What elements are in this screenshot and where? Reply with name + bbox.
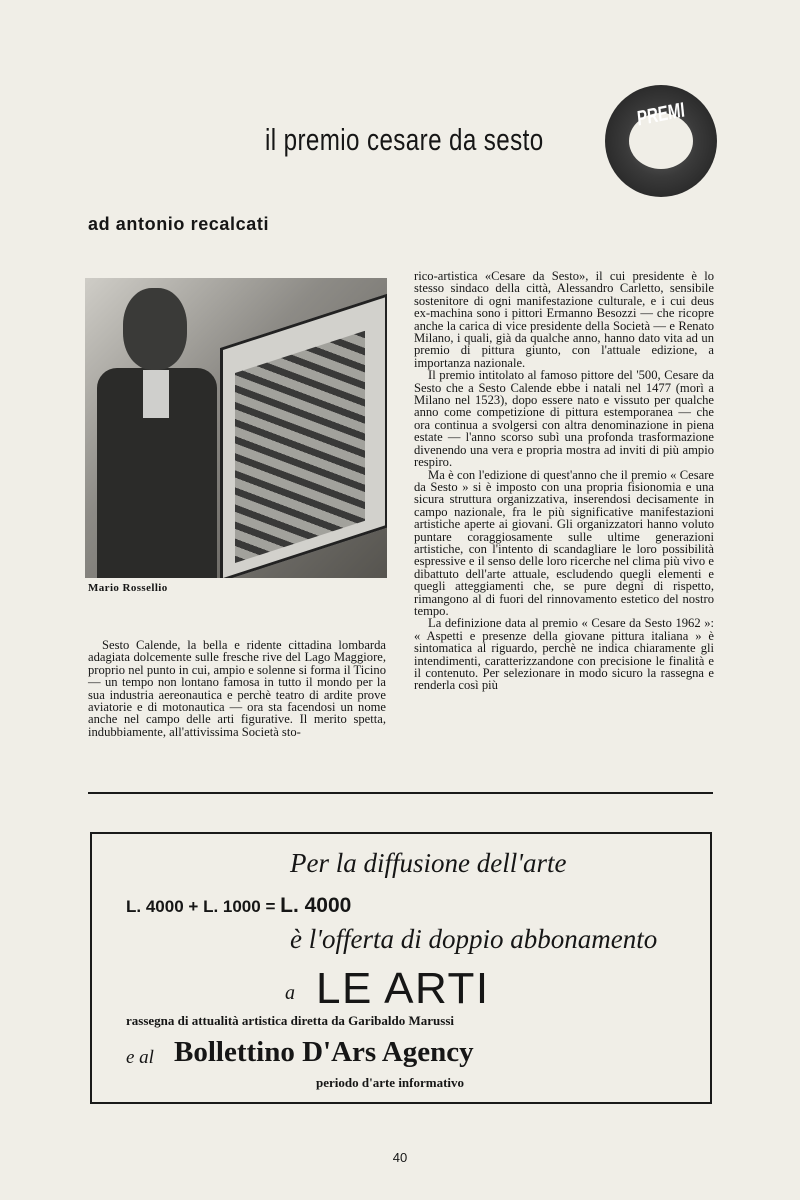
ad-price-total: L. 4000 bbox=[280, 894, 352, 917]
ad-price-line bbox=[126, 894, 351, 918]
right-paragraph: Ma è con l'edizione di quest'anno che il premio « Cesare da Sesto » si è imposto con una propria fisionomia e una sicura struttura organizzativa, inserendosi decisamente in campo nazionale, fra le più significative manifestazioni artistiche aperte ai giovani. Gli organizzatori hanno voluto puntare coraggiosamente sulle ultime generazioni artistiche, con l'intento di scandagliare le loro possibilità espressive e il senso delle loro ricerche nel clima più vivo e dibattuto dell'arte attuale, escludendo quegli elementi e quegli atteggiamenti che, se pure degni di rispetto, rimangono al di fuori del rinnovamento estetico del nostro tempo. bbox=[414, 467, 714, 618]
photo-figure-shirt bbox=[143, 370, 169, 418]
photo-caption: Mario Rossellio bbox=[88, 582, 168, 594]
badge-label: PREMI bbox=[636, 98, 686, 131]
ad-price-eq: = bbox=[265, 897, 276, 916]
ad-bollettino-title: Bollettino D'Ars Agency bbox=[174, 1036, 474, 1068]
ad-le-arti-description: rassegna di attualità artistica diretta da Garibaldo Marussi bbox=[126, 1013, 455, 1028]
premi-badge bbox=[605, 85, 717, 197]
ad-price-b: L. 1000 bbox=[203, 897, 261, 916]
ad-a-prefix: a bbox=[285, 982, 295, 1004]
left-paragraph: Sesto Calende, la bella e ridente cittadina lombarda adagiata dolcemente sulle fresche rive del Lago Maggiore, proprio nel punto in cui, ampio e solenne si forma il Ticino — un tempo non lontano famosa in tutto il mondo per la sua industria aereonautica e perchè teatro di ardite prove aviatorie e di motonautica — ora sta facendosi un nome anche nel campo delle arti figurative. Il merito spetta, indubbiamente, all'attivissima Società sto- bbox=[88, 638, 386, 739]
ad-price-a: L. 4000 bbox=[126, 897, 184, 916]
photo-figure-head bbox=[123, 288, 187, 370]
left-column bbox=[88, 639, 386, 738]
section-divider bbox=[88, 792, 713, 794]
page-number: 40 bbox=[392, 1150, 408, 1165]
ad-offer-line: è l'offerta di doppio abbonamento bbox=[290, 924, 658, 954]
ad-bollettino-description: periodo d'arte informativo bbox=[316, 1075, 465, 1090]
article-subtitle: ad antonio recalcati bbox=[88, 214, 270, 234]
right-paragraph: La definizione data al premio « Cesare da Sesto 1962 »: « Aspetti e presenze della giovane pittura italiana » è sintomatica al riguardo, perchè ne indica chiaramente gli intendimenti, caratterizzandone con precisione le finalità e il contenuto. Per selezionare in modo sicuro la rassegna e renderla così più bbox=[414, 616, 714, 693]
right-paragraph: rico-artistica «Cesare da Sesto», il cui presidente è lo stesso sindaco della città, Alessandro Carletto, sensibile sostenitore di ogni manifestazione culturale, e i cui deus ex-machina sono i pittori Ermanno Besozzi — che ricopre anche la carica di vice presidente della Società — e Renato Milano, i quali, già da qualche anno, hanno dato vita ad un premio di pittura giunto, con l'attuale edizione, a importanza nazionale. bbox=[414, 269, 714, 370]
artist-photo bbox=[85, 278, 387, 578]
ad-headline: Per la diffusione dell'arte bbox=[290, 848, 567, 878]
page-title: il premio cesare da sesto bbox=[265, 122, 544, 157]
right-paragraph: Il premio intitolato al famoso pittore del '500, Cesare da Sesto che a Sesto Calende ebbe i natali nel 1477 (morì a Milano nel 1523), dopo essere nato e vissuto per qualche anno come competizione di pittura estemporanea — che ora continua a svolgersi con altra denominazione in piena estate — l'anno scorso subì una profonda trasformazione divenendo una vera e propria mostra ad inviti di più ampio respiro. bbox=[414, 368, 714, 470]
ad-le-arti-title: LE ARTI bbox=[316, 964, 490, 1013]
subscription-advert bbox=[90, 832, 712, 1104]
right-column bbox=[414, 270, 714, 692]
ad-price-plus: + bbox=[188, 897, 199, 916]
ad-e-al-prefix: e al bbox=[126, 1047, 154, 1068]
